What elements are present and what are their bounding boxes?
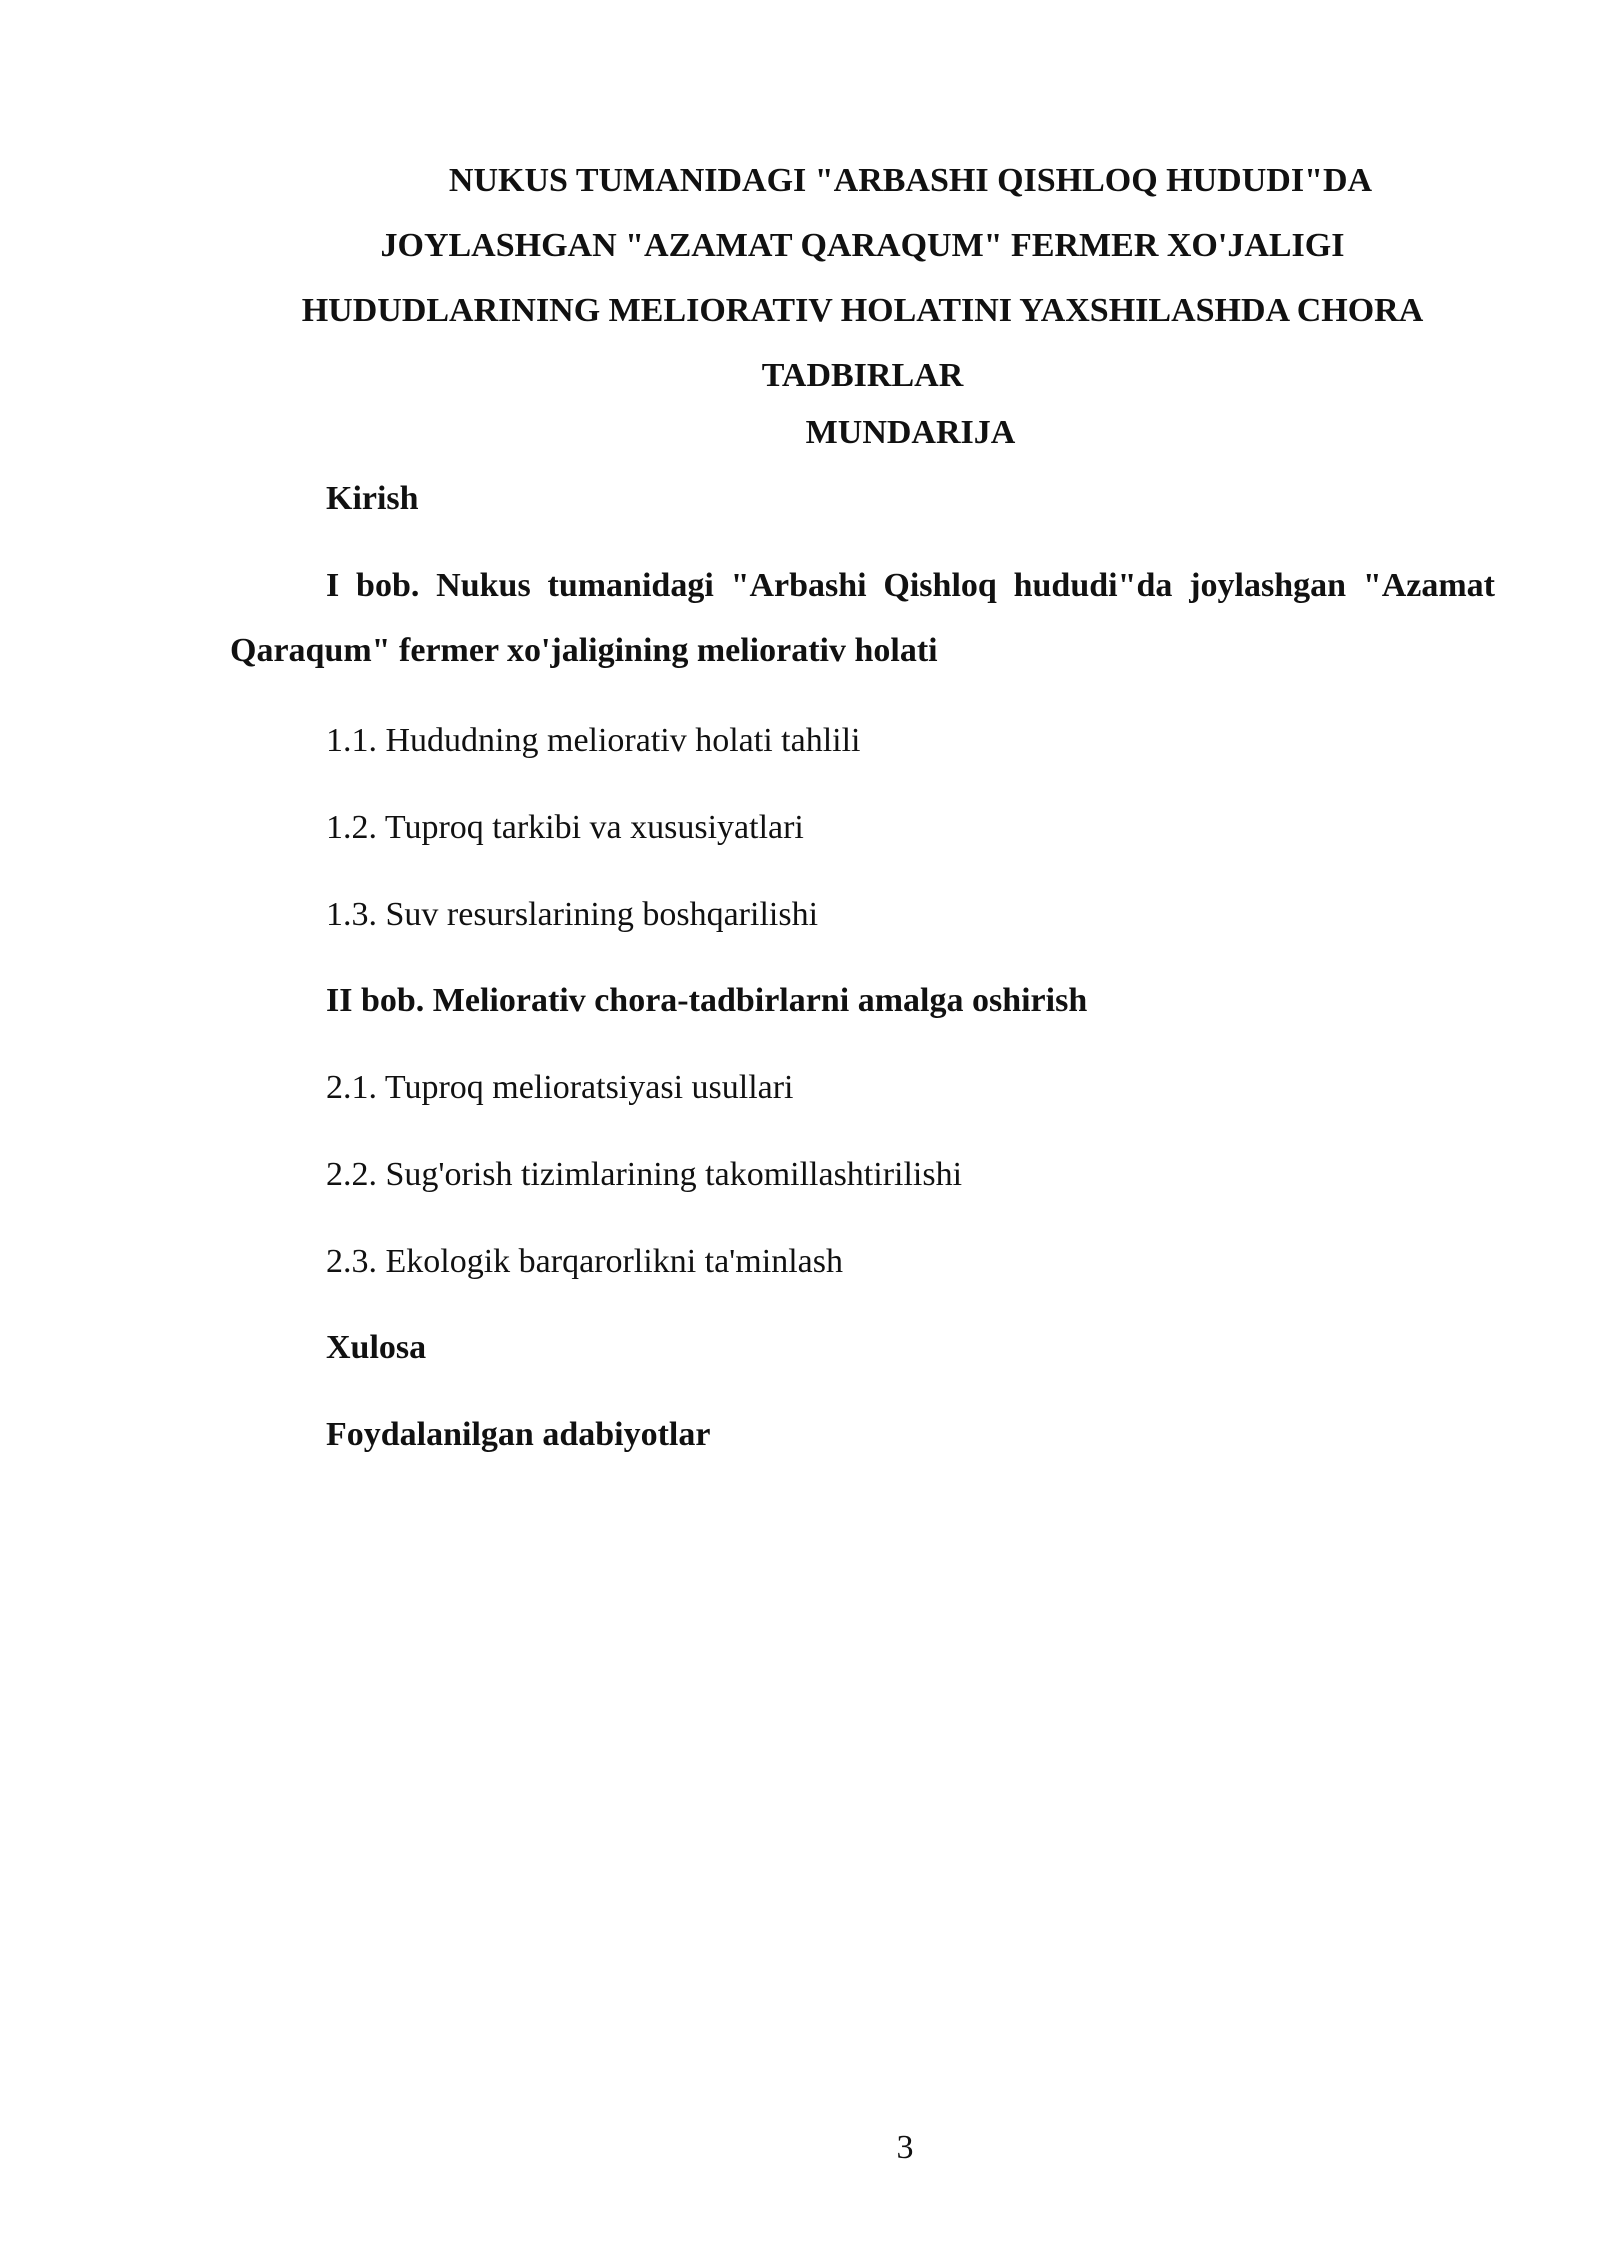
toc-entry-conclusion: Xulosa: [326, 1329, 427, 1366]
toc-entry-chapter-1: I bob. Nukus tumanidagi "Arbashi Qishloq hududi"da joylashgan "Azamat Qaraqum" fermer xo'jaligining meliorativ holati: [230, 567, 1495, 669]
title-line-4: TADBIRLAR: [761, 357, 964, 394]
page-number: 3: [896, 2129, 914, 2166]
toc-entry-section-2-2: 2.2. Sug'orish tizimlarining takomillashtirilishi: [326, 1156, 963, 1193]
title-line-3: HUDUDLARINING MELIORATIV HOLATINI YAXSHILASHDA CHORA: [301, 292, 1424, 329]
document-title: [230, 148, 1495, 408]
toc-heading: MUNDARIJA: [805, 414, 1016, 451]
toc-entry-section-1-2: 1.2. Tuproq tarkibi va xususiyatlari: [326, 809, 804, 846]
toc-entry-introduction: Kirish: [326, 480, 419, 517]
toc-entry-section-1-3: 1.3. Suv resurslarining boshqarilishi: [326, 896, 819, 933]
toc-entry-section-1-1: 1.1. Hududning meliorativ holati tahlili: [326, 722, 861, 759]
title-line-2: JOYLASHGAN "AZAMAT QARAQUM" FERMER XO'JALIGI: [380, 227, 1345, 264]
title-line-1: NUKUS TUMANIDAGI "ARBASHI QISHLOQ HUDUDI"DA: [448, 162, 1373, 199]
toc-entry-chapter-2: II bob. Meliorativ chora-tadbirlarni amalga oshirish: [326, 982, 1088, 1019]
toc-entry-section-2-3: 2.3. Ekologik barqarorlikni ta'minlash: [326, 1243, 843, 1280]
toc-entry-section-2-1: 2.1. Tuproq melioratsiyasi usullari: [326, 1069, 794, 1106]
toc-entry-references: Foydalanilgan adabiyotlar: [326, 1416, 711, 1453]
